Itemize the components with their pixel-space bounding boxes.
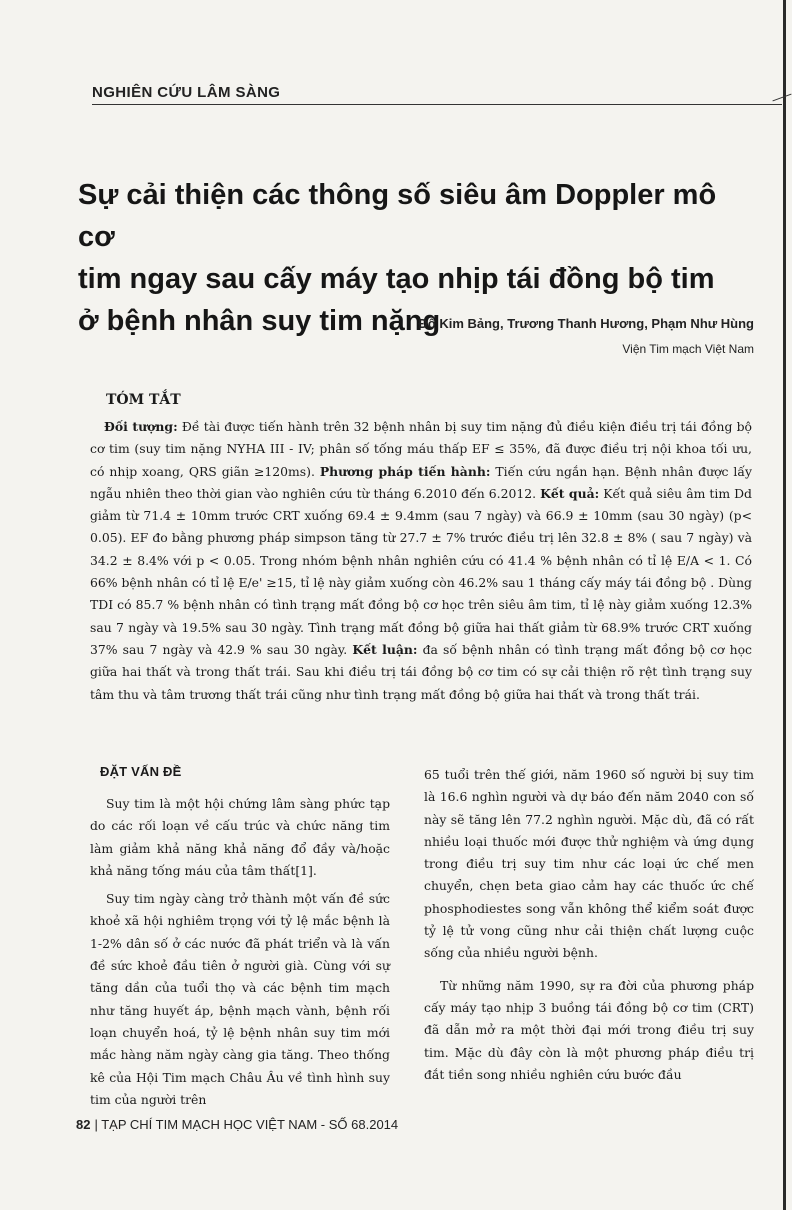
journal-name: | TẠP CHÍ TIM MẠCH HỌC VIỆT NAM - SỐ 68.2014	[94, 1117, 399, 1132]
abstract-label-conclusion: Kết luận:	[352, 641, 418, 657]
right-column	[424, 764, 754, 1086]
title-line-2: tim ngay sau cấy máy tạo nhịp tái đồng bộ tim	[78, 263, 715, 295]
abstract-subjects: Đề tài được tiến hành trên 32 bệnh nhân bị suy tim nặng đủ điều kiện điều trị tái đồng bộ cơ tim (suy tim nặng NYHA III - IV; phân số tống máu thấp EF ≤ 35%, đã được điều trị nội khoa tối ưu, có nhịp xoang, QRS giãn ≥120ms).	[90, 419, 752, 479]
affiliation: Viện Tim mạch Việt Nam	[622, 342, 754, 356]
abstract-heading: TÓM TẮT	[106, 392, 181, 408]
section-header: NGHIÊN CỨU LÂM SÀNG	[92, 84, 281, 101]
page-edge-border	[783, 0, 786, 1210]
title-line-3: ở bệnh nhân suy tim nặng	[78, 305, 441, 337]
abstract-methods: Tiến cứu ngắn hạn. Bệnh nhân được lấy ngẫu nhiên theo thời gian vào nghiên cứu từ tháng 6.2010 đến 6.2012.	[90, 463, 752, 501]
authors: Đỗ Kim Bảng, Trương Thanh Hương, Phạm Như Hùng	[418, 316, 754, 331]
abstract-body	[90, 416, 752, 706]
header-rule	[92, 104, 782, 105]
intro-heading: ĐẶT VẤN ĐỀ	[100, 764, 182, 779]
page-footer	[76, 1117, 398, 1132]
abstract-label-subjects: Đối tượng:	[104, 419, 178, 434]
intro-paragraph-2: Suy tim ngày càng trở thành một vấn đề sức khoẻ xã hội nghiêm trọng với tỷ lệ mắc bệnh là 1-2% dân số ở các nước đã phát triển và là vấn đề sức khoẻ đầu tiên ở người già. Cùng với sự tăng dần của tuổi thọ và các bệnh tim mạch như tăng huyết áp, bệnh mạch vành, bệnh rối loạn chuyển hoá, tỷ lệ bệnh nhân suy tim mới mắc hàng năm ngày càng gia tăng. Theo thống kê của Hội Tim mạch Châu Âu về tình hình suy tim của người trên	[90, 891, 390, 1107]
abstract-conclusion: đa số bệnh nhân có tình trạng mất đồng bộ cơ học giữa hai thất và trong thất trái. Sau khi điều trị tái đồng bộ cơ tim có sự cải thiện rõ rệt tình trạng suy tâm thu và tâm trương thất trái cũng như tình trạng mất đồng bộ giữa hai thất và trong thất trái.	[90, 641, 752, 702]
abstract-label-results: Kết quả:	[540, 485, 600, 501]
intro-paragraph-3: 65 tuổi trên thế giới, năm 1960 số người bị suy tim là 16.6 nghìn người và dự báo đến năm 2040 con số này sẽ tăng lên 77.2 nghìn người. Mặc dù, đã có rất nhiều loại thuốc mới được thử nghiệm và ứng dụng trong điều trị suy tim như các loại ức chế men chuyển, chẹn beta giao cảm hay các thuốc ức chế phosphodiestes song vẫn không thể kiểm soát được tỷ lệ tử vong cũng như cải thiện chất lượng cuộc sống của nhiều người bệnh.	[424, 767, 754, 961]
title-line-1: Sự cải thiện các thông số siêu âm Doppler mô cơ	[78, 179, 717, 253]
intro-paragraph-1: Suy tim là một hội chứng lâm sàng phức tạp do các rối loạn về cấu trúc và chức năng tim làm giảm khả năng khả năng đổ đầy và/hoặc khả năng tống máu của tâm thất[1].	[90, 796, 390, 878]
left-column	[90, 764, 390, 1111]
page-number: 82	[76, 1117, 91, 1132]
abstract-label-methods: Phương pháp tiến hành:	[319, 463, 491, 479]
intro-paragraph-4: Từ những năm 1990, sự ra đời của phương pháp cấy máy tạo nhịp 3 buồng tái đồng bộ cơ tim (CRT) đã dẫn mở ra một thời đại mới trong điều trị suy tim. Mặc dù đây còn là một phương pháp điều trị đắt tiền song nhiều nghiên cứu bước đầu	[424, 977, 754, 1082]
abstract-results: Kết quả siêu âm tim Dd giảm từ 71.4 ± 10mm trước CRT xuống 69.4 ± 9.4mm (sau 7 ngày) và 66.9 ± 10mm (sau 30 ngày) (p< 0.05). EF đo bằng phương pháp simpson tăng từ 27.7 ± 7% trước điều trị lên 32.8 ± 8% ( sau 7 ngày) và 34.2 ± 8.4% với p < 0.05. Trong nhóm bệnh nhân nghiên cứu có 41.4 % bệnh nhân có tỉ lệ E/A < 1. Có 66% bệnh nhân có tỉ lệ E/e' ≥15, tỉ lệ này giảm xuống còn 46.2% sau 1 tháng cấy máy tái đồng bộ . Dùng TDI có 85.7 % bệnh nhân có tình trạng mất đồng bộ cơ học trên siêu âm tim, tỉ lệ này giảm xuống 12.3% sau 7 ngày và 19.5% sau 30 ngày. Tình trạng mất đồng bộ giữa hai thất giảm từ 68.9% trước CRT xuống 37% sau 7 ngày và 42.9 % sau 30 ngày.	[90, 485, 752, 657]
